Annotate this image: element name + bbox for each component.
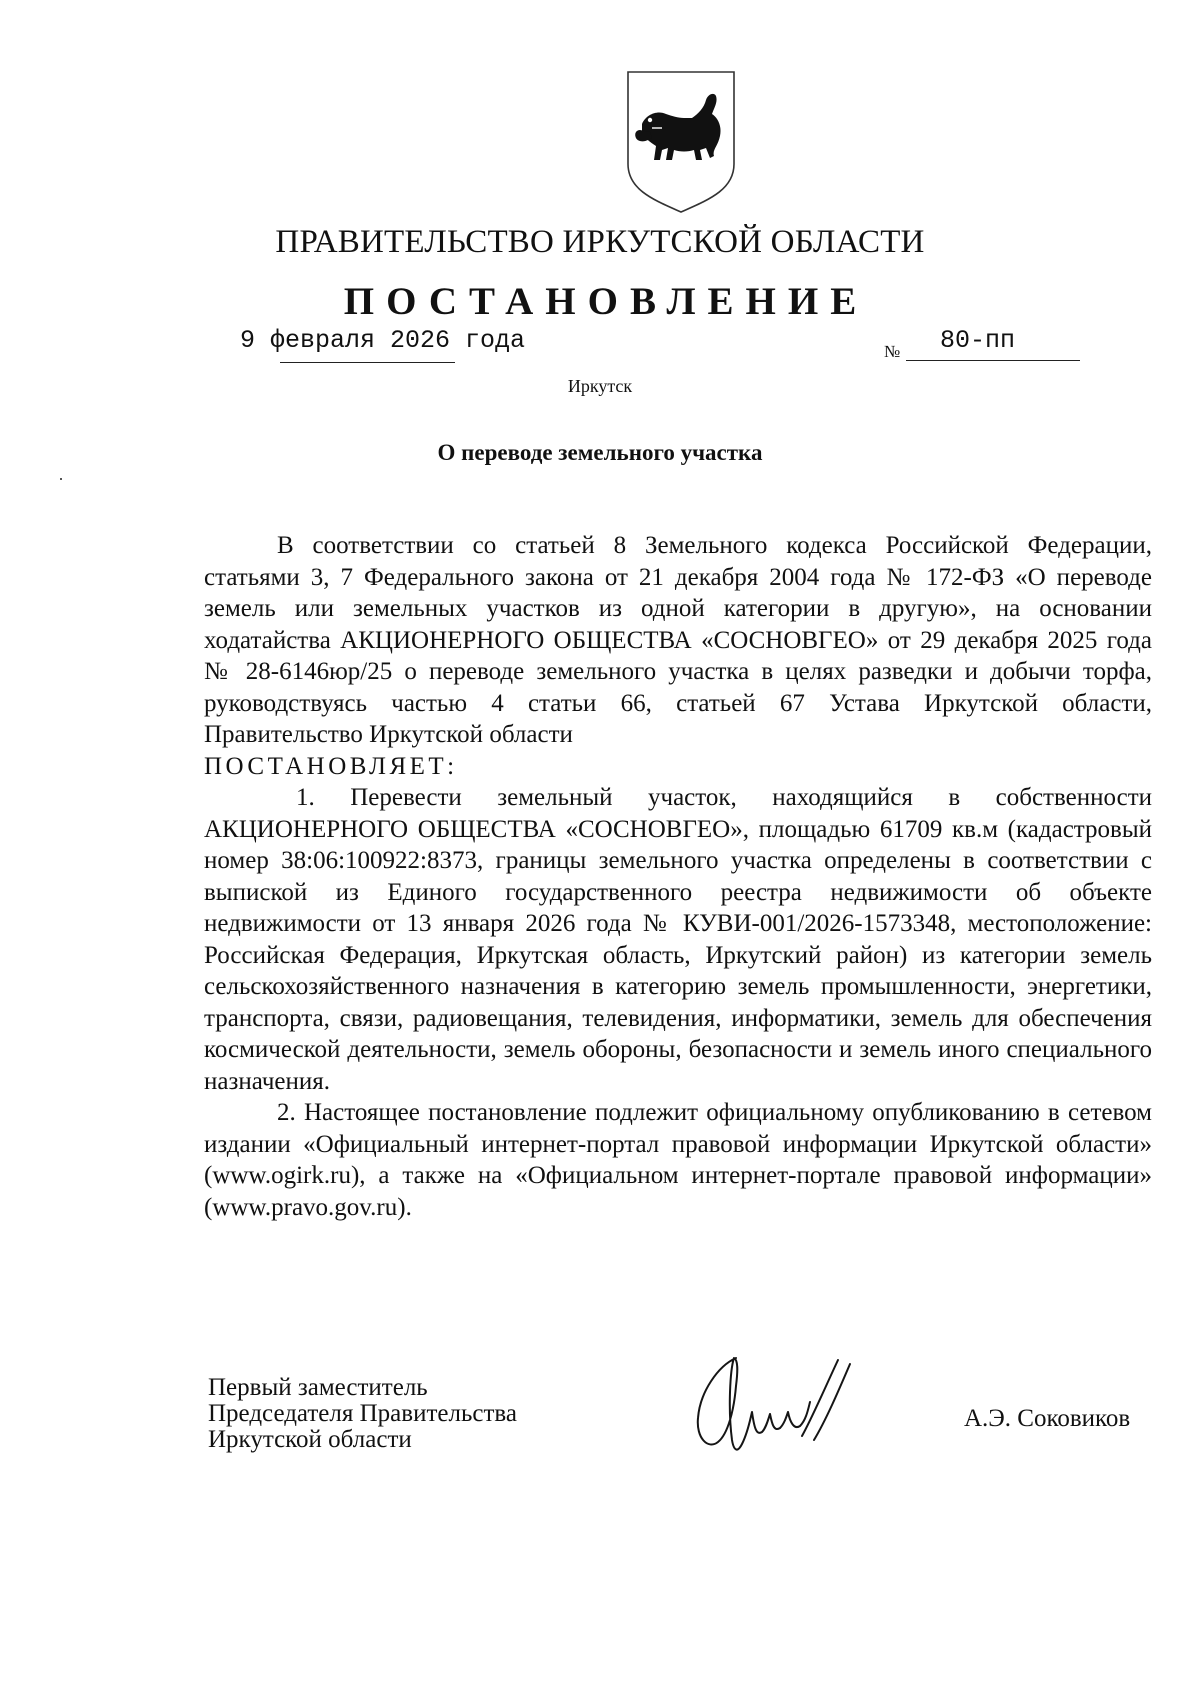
decree-date: 9 февраля 2026 года	[240, 326, 526, 355]
signer-position-line: Иркутской области	[208, 1426, 412, 1453]
decree-word: ПОСТАНОВЛЯЕТ:	[204, 752, 458, 780]
document-type-title: ПОСТАНОВЛЕНИЕ	[343, 280, 869, 323]
coat-of-arms-icon	[622, 68, 740, 216]
city-name: Иркутск	[567, 376, 633, 396]
number-sign: №	[884, 342, 901, 361]
scan-artifact-dot	[60, 478, 62, 480]
item-2-paragraph: 2. Настоящее постановление подлежит официальному опубликованию в сетевом издании «Официальный интернет-портал правовой информации Иркутской области» (www.ogirk.ru), а также на «Официальном интернет-портале правовой информации» (www.pravo.gov.ru).	[204, 1099, 1152, 1221]
preamble-paragraph: В соответствии со статьей 8 Земельного кодекса Российской Федерации, статьями 3, 7 Федерального закона от 21 декабря 2004 года № 172-ФЗ «О переводе земель или земельных участков из одной категории в другую», на основании ходатайства АКЦИОНЕРНОГО ОБЩЕСТВА «СОСНОВГЕО» от 29 декабря 2025 года № 28-6146юр/25 о переводе земельного участка в целях разведки и добычи торфа, руководствуясь частью 4 статьи 66, статьей 67 Устава Иркутской области, Правительство Иркутской области	[204, 532, 1152, 748]
signer-name: А.Э. Соковиков	[964, 1405, 1131, 1432]
government-title: ПРАВИТЕЛЬСТВО ИРКУТСКОЙ ОБЛАСТИ	[275, 224, 925, 260]
signer-position-line: Председателя Правительства	[208, 1400, 517, 1427]
decree-number: 80-пп	[940, 326, 1016, 355]
handwritten-signature	[678, 1340, 878, 1460]
date-underline	[280, 362, 455, 363]
signer-position	[208, 1375, 517, 1453]
signer-position-line: Первый заместитель	[208, 1374, 428, 1401]
number-underline	[906, 360, 1080, 361]
decree-body	[204, 530, 1152, 1223]
decree-subject: О переводе земельного участка	[437, 440, 763, 465]
item-1-paragraph: 1. Перевести земельный участок, находящийся в собственности АКЦИОНЕРНОГО ОБЩЕСТВА «СОСНОВГЕО», площадью 61709 кв.м (кадастровый номер 38:06:100922:8373, границы земельного участка определены в соответствии с выпиской из Единого государственного реестра недвижимости об объекте недвижимости от 13 января 2026 года № КУВИ-001/2026-1573348, местоположение: Российская Федерация, Иркутская область, Иркутский район) из категории земель сельскохозяйственного назначения в категорию земель промышленности, энергетики, транспорта, связи, радиовещания, телевидения, информатики, земель для обеспечения космической деятельности, земель обороны, безопасности и земель иного специального назначения.	[204, 784, 1152, 1095]
